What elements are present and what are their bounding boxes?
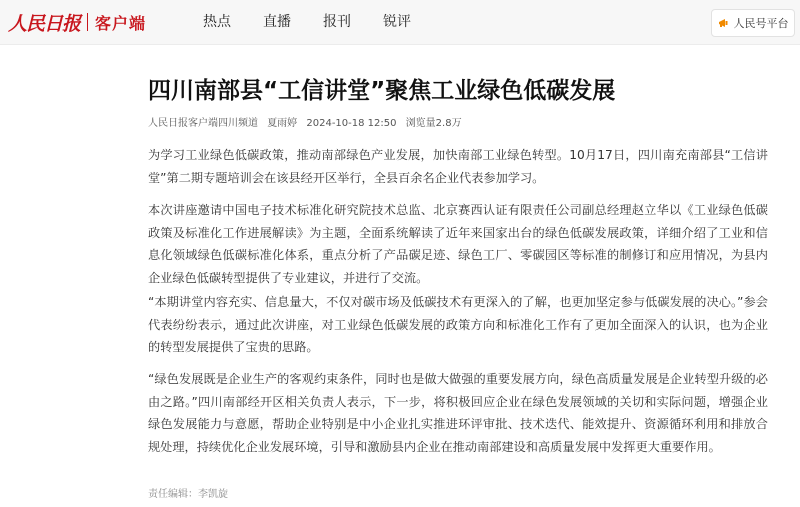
logo-divider [87,13,88,31]
article-meta [148,117,468,131]
article-title: 四川南部县“工信讲堂”聚焦工业绿色低碳发展 [148,78,616,104]
article-paragraph: 为学习工业绿色低碳政策，推动南部绿色产业发展，加快南部工业绿色转型。10月17日，四川南充南部县“工信讲堂”第二期专题培训会在该县经开区举行，全县百余名企业代表参加学习。 [148,148,768,185]
megaphone-icon [718,17,730,29]
responsible-editor: 责任编辑：李凯旋 [148,489,228,500]
main-nav [203,0,443,44]
article-datetime: 2024-10-18 12:50 [306,118,397,129]
article-paragraph: “绿色发展既是企业生产的客观约束条件，同时也是做大做强的重要发展方向，绿色高质量发展是企业转型升级的必由之路。”四川南部经开区相关负责人表示，下一步，将积极回应企业在绿色发展领域的关切和实际问题，增强企业绿色发展能力与意愿，帮助企业特别是中小企业扎实推进环评审批、技术迭代、能效提升、资源循环利用和排放合规处理，持续优化企业发展环境，引导和激励县内企业在推动南部建设和高质量发展中发挥更大重要作用。 [148,372,768,454]
platform-label: 人民号平台 [733,17,789,30]
site-logo[interactable] [8,9,146,35]
article-paragraph: “本期讲堂内容充实、信息量大，不仅对碳市场及低碳技术有更深入的了解，也更加坚定参与低碳发展的决心。”参会代表纷纷表示，通过此次讲座，对工业绿色低碳发展的政策方向和标准化工作有了更加全面深入的认识，也为企业的转型发展提供了宝贵的思路。 [148,295,768,354]
article-source: 人民日报客户端四川频道 [148,118,258,129]
article-views: 浏览量2.8万 [405,118,462,129]
people-platform-button[interactable] [711,9,795,37]
logo-subtitle: 客户端 [95,13,147,33]
top-navigation-bar [0,0,800,45]
logo-wordmark: 人民日报 [8,12,81,35]
nav-item-newspaper[interactable]: 报刊 [323,14,351,30]
nav-item-hot[interactable]: 热点 [203,14,231,30]
article-author: 夏雨婷 [267,118,298,129]
nav-item-live[interactable]: 直播 [263,14,291,30]
nav-item-commentary[interactable]: 锐评 [383,14,411,30]
article-paragraph: 本次讲座邀请中国电子技术标准化研究院技术总监、北京赛西认证有限责任公司副总经理赵立华以《工业绿色低碳政策及标准化工作进展解读》为主题，全面系统解读了近年来国家出台的绿色低碳发展政策，详细介绍了工业和信息化领域绿色低碳标准化体系，重点分析了产品碳足迹、绿色工厂、零碳园区等标准的制修订和应用情况，为县内企业绿色低碳转型提供了专业建议，并进行了交流。 [148,203,768,285]
